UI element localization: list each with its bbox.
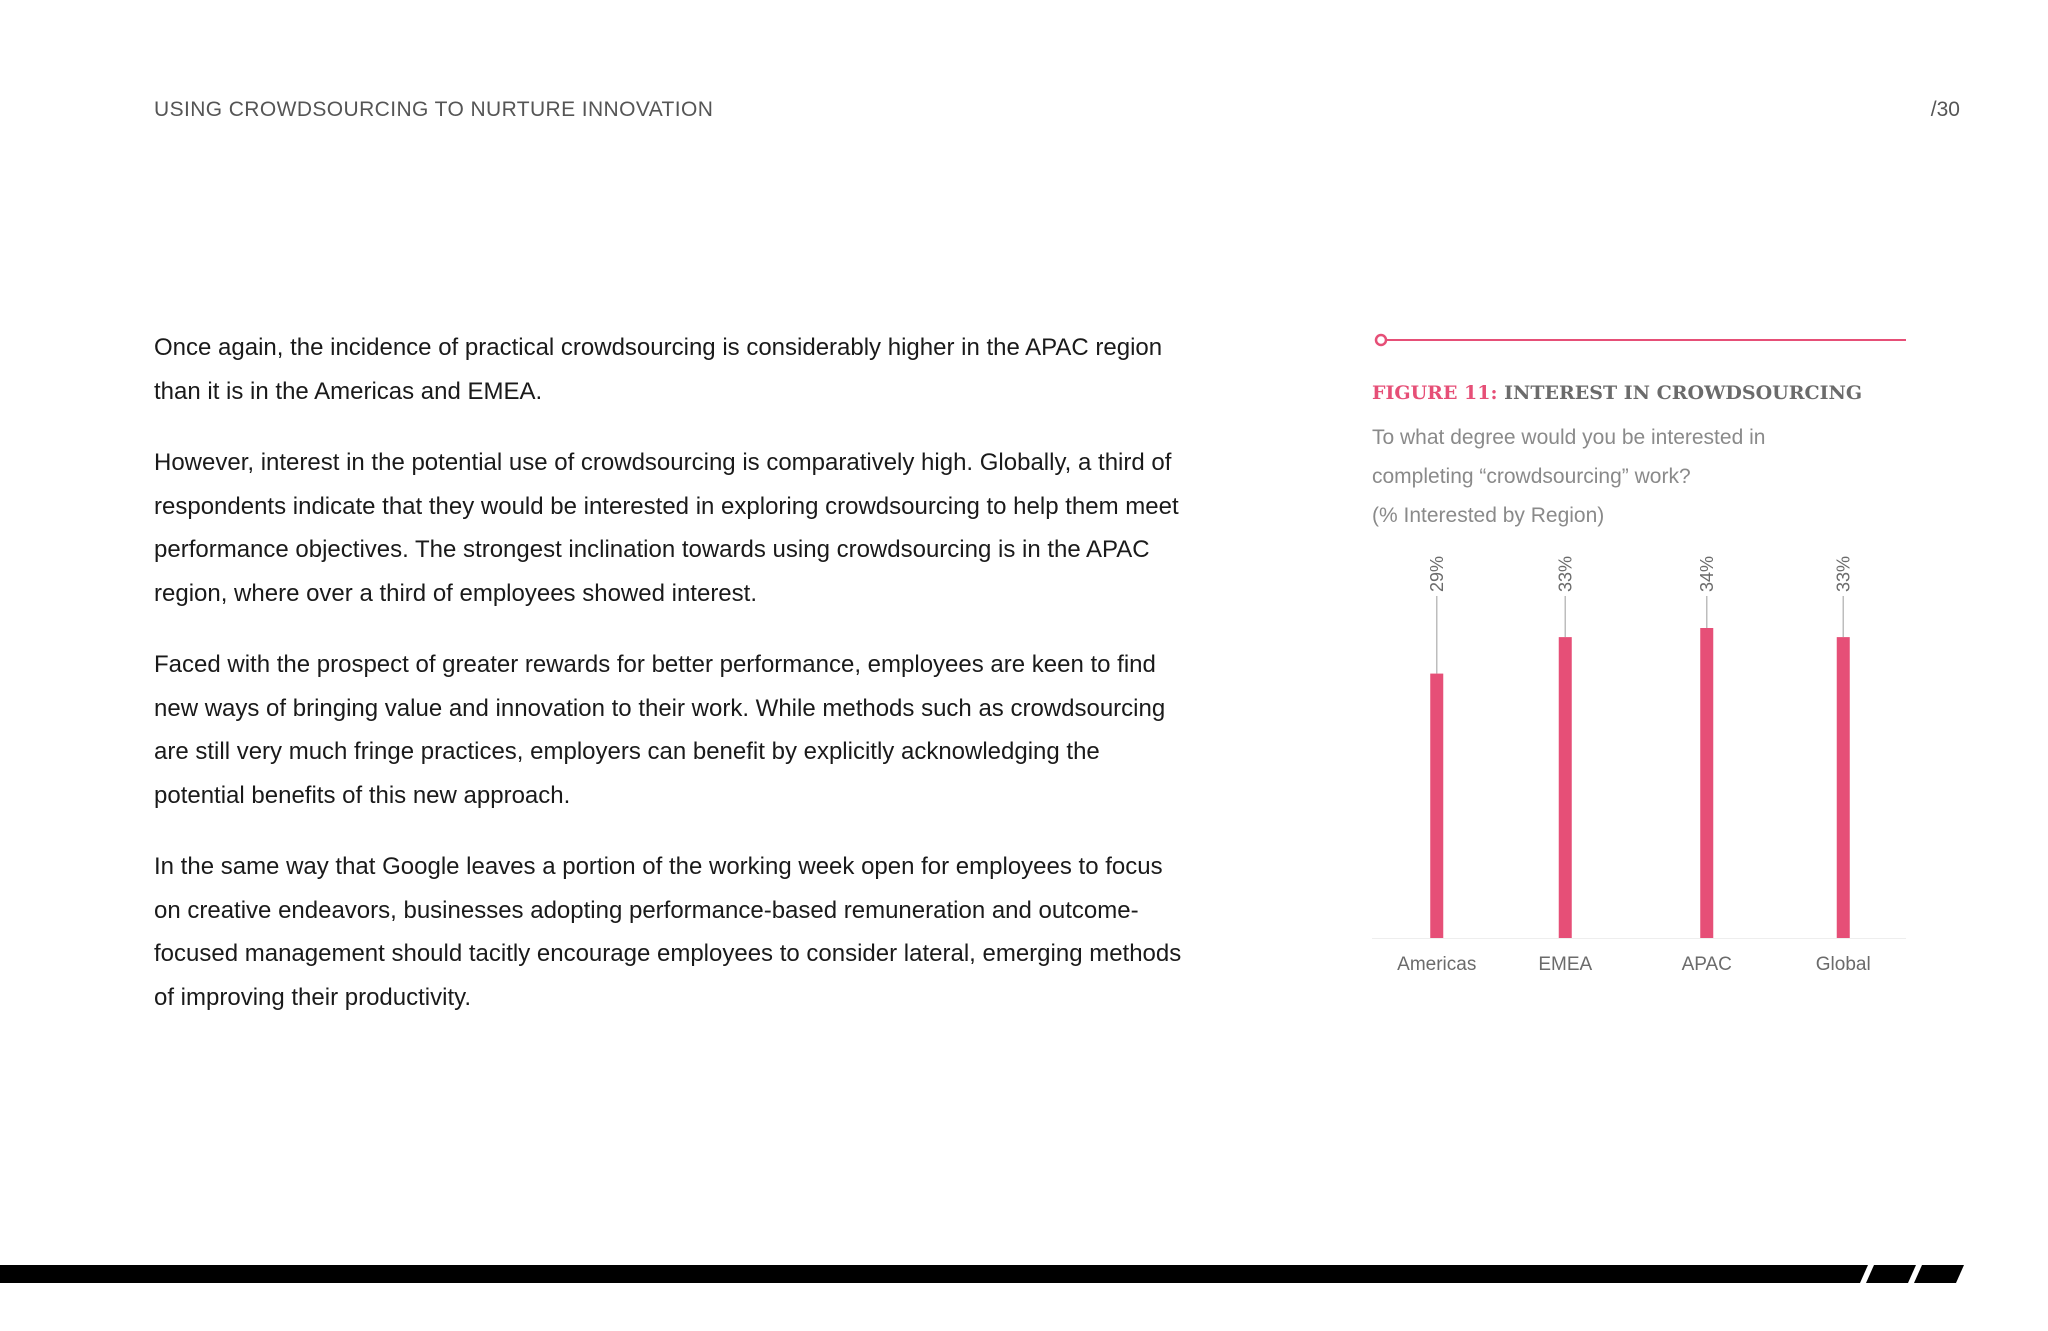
bar-chart-svg [1372,548,1906,988]
figure-title: INTEREST IN CROWDSOURCING [1504,382,1863,404]
figure-heading [1372,382,1862,404]
paragraph: However, interest in the potential use of crowdsourcing is comparatively high. Globally, a third of respondents indicate that they would be interested in exploring crowdsourcing to help them meet performance objectives. The strongest inclination towards using crowdsourcing is in the APAC region, where over a third of employees showed interest. [154,449,1179,607]
figure-subtitle [1372,418,1906,535]
figure-subtitle-line: To what degree would you be interested in [1372,426,1766,449]
category-label: Global [1815,954,1871,975]
figure-subtitle-line: (% Interested by Region) [1372,504,1605,527]
category-label: Americas [1397,954,1477,975]
data-label: 34% [1696,555,1717,592]
paragraph: Once again, the incidence of practical crowdsourcing is considerably higher in the APAC region than it is in the Americas and EMEA. [154,334,1163,405]
document-header-title: USING CROWDSOURCING TO NURTURE INNOVATION [154,98,714,121]
paragraph: Faced with the prospect of greater rewards for better performance, employees are keen to find new ways of bringing value and innovation to their work. While methods such as crowdsourcing are still very much fringe practices, employers can benefit by explicitly acknowledging the potential benefits of this new approach. [154,651,1166,809]
data-label: 33% [1555,555,1576,592]
paragraph: In the same way that Google leaves a portion of the working week open for employees to focus on creative endeavors, businesses adopting performance-based remuneration and outcome-focused management should tacitly encourage employees to consider lateral, emerging methods of improving their productivity. [154,853,1182,1011]
body-text [154,326,1194,1047]
footer-bar [0,1265,2048,1285]
page-number: /30 [1930,98,1960,121]
figure-rule [1372,330,1906,350]
bar-chart [1372,548,1906,988]
bar [1559,637,1572,938]
bar [1837,637,1850,938]
figure-label: FIGURE 11: [1372,382,1498,404]
data-label: 29% [1426,555,1447,592]
category-label: EMEA [1538,954,1593,975]
bar [1700,628,1713,938]
data-label: 33% [1833,555,1854,592]
figure-subtitle-line: completing “crowdsourcing” work? [1372,465,1691,488]
category-label: APAC [1681,954,1732,975]
bar [1430,674,1443,938]
